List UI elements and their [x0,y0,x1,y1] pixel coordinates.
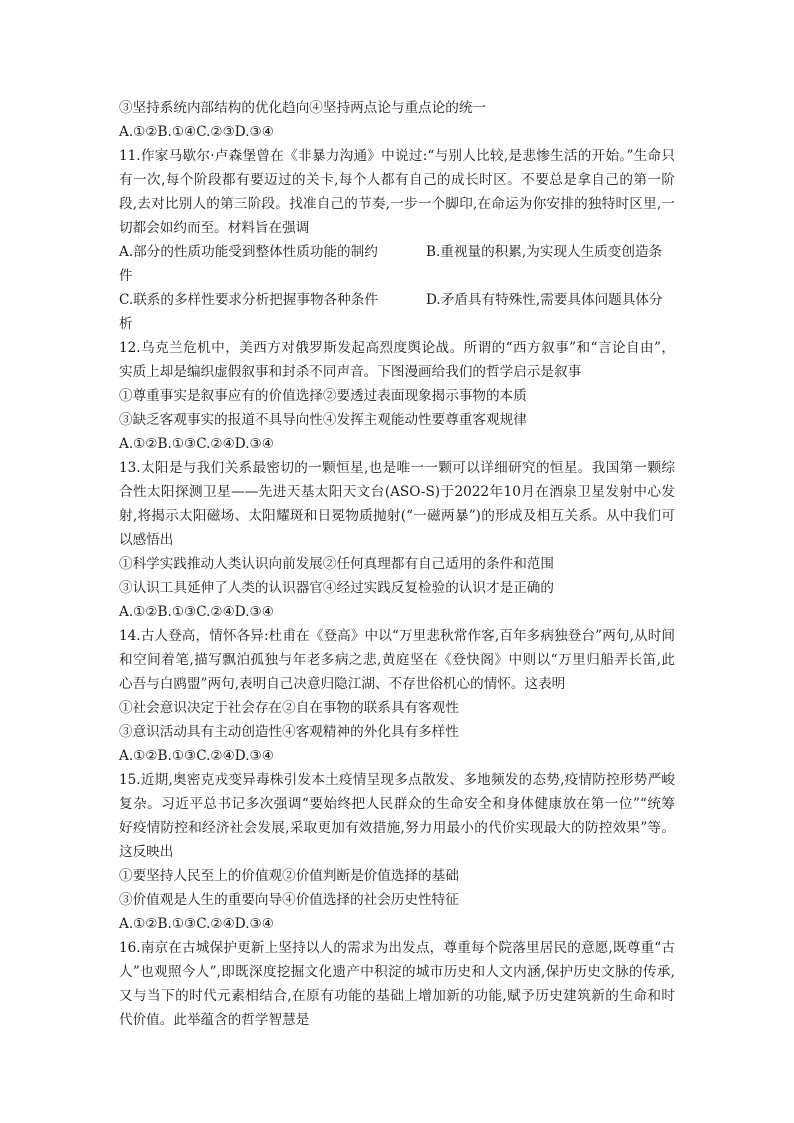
q14-option-line-3-4: ③意识活动具有主动创造性④客观精神的外化具有多样性 [119,724,459,740]
q11-stem-line-2: 有一次,每个阶段都有要迈过的关卡,每个人都有自己的成长时区。不要总是拿自己的第一阶 [119,172,675,188]
q10-answer-choices: A.①②B.①④C.②③D.③④ [119,124,274,140]
q15-stem-line-4: 这反映出 [119,844,174,860]
q16-stem-line-2: 人”也观照今人”,即既深度挖掘文化遗产中积淀的城市历史和人文内涵,保护历史文脉的传承, [119,964,675,980]
q14-stem-line-1: 14.古人登高，情怀各异:杜甫在《登高》中以“万里悲秋常作客,百年多病独登台”两句,从时间 [119,628,675,644]
q14-answer-choices: A.①②B.①③C.②④D.③④ [119,748,274,764]
q13-stem-line-3: 射,将揭示太阳磁场、太阳耀斑和日冕物质抛射(“一磁两暴”)的形成及相互关系。从中我们可 [119,508,675,524]
q13-answer-choices: A.①②B.①③C.②④D.③④ [119,604,274,620]
q15-answer-choices: A.①②B.①③C.②④D.③④ [119,916,274,932]
q13-stem-line-2: 合性太阳探测卫星——先进天基太阳天文台(ASO-S)于2022年10月在酒泉卫星发射中心发 [119,484,675,500]
q11-stem-line-1: 11.作家马歇尔·卢森堡曾在《非暴力沟通》中说过:“与别人比较,是悲惨生活的开始。”生命只 [119,148,675,164]
q13-stem-line-4: 以感悟出 [119,532,174,548]
q11-stem-line-3: 段,去对比别人的第三阶段。找准自己的节奏,一步一个脚印,在命运为你安排的独特时区里,一 [119,196,676,212]
q11-option-c: C.联系的多样性要求分析把握事物各种条件 [119,292,378,308]
q16-stem-line-3: 又与当下的时代元素相结合,在原有功能的基础上增加新的功能,赋予历史建筑新的生命和时 [119,988,675,1004]
q11-option-b: B.重视量的积累,为实现人生质变创造条 [426,244,663,260]
q12-answer-choices: A.①②B.①③C.②④D.③④ [119,436,274,452]
q15-option-line-1-2: ①要坚持人民至上的价值观②价值判断是价值选择的基础 [119,868,459,884]
q14-option-line-1-2: ①社会意识决定于社会存在②自在事物的联系具有客观性 [119,700,459,716]
q11-option-d: D.矛盾具有特殊性,需要具体问题具体分 [426,292,663,308]
q12-option-line-3-4: ③缺乏客观事实的报道不具导向性④发挥主观能动性要尊重客观规律 [119,412,527,428]
q11-option-a: A.部分的性质功能受到整体性质功能的制约 [119,244,378,260]
q13-option-line-1-2: ①科学实践推动人类认识向前发展②任何真理都有自己适用的条件和范围 [119,556,554,572]
q13-option-line-3-4: ③认识工具延伸了人类的认识器官④经过实践反复检验的认识才是正确的 [119,580,554,596]
q11-stem-line-4: 切都会如约而至。材料旨在强调 [119,220,310,236]
q13-stem-line-1: 13.太阳是与我们关系最密切的一颗恒星,也是唯一一颗可以详细研究的恒星。我国第一颗综 [119,460,675,476]
q11-option-d-wrap: 析 [119,316,133,332]
q12-stem-line-2: 实质上却是编织虚假叙事和封杀不同声音。下图漫画给我们的哲学启示是叙事 [119,364,582,380]
q15-stem-line-2: 复杂。习近平总书记多次强调“要始终把人民群众的生命安全和身体健康放在第一位”“统筹 [119,796,675,812]
q15-option-line-3-4: ③价值观是人生的重要向导④价值选择的社会历史性特征 [119,892,459,908]
q15-stem-line-1: 15.近期,奥密克戎变异毒株引发本土疫情呈现多点散发、多地频发的态势,疫情防控形势严峻 [119,772,675,788]
q16-stem-line-1: 16.南京在古城保护更新上坚持以人的需求为出发点，尊重每个院落里居民的意愿,既尊重“古 [119,940,675,956]
q14-stem-line-2: 和空间着笔,描写飘泊孤独与年老多病之悲,黄庭坚在《登快阁》中则以“万里归船弄长笛,此 [119,652,675,668]
q12-option-line-1-2: ①尊重事实是叙事应有的价值选择②要透过表面现象揭示事物的本质 [119,388,527,404]
q11-option-b-wrap: 件 [119,268,133,284]
q16-stem-line-4: 代价值。此举蕴含的哲学智慧是 [119,1012,310,1028]
q12-stem-line-1: 12.乌克兰危机中，美西方对俄罗斯发起高烈度舆论战。所谓的“西方叙事”和“言论自由”， [119,340,675,356]
q14-stem-line-3: 心吾与白鸥盟”两句,表明自己决意归隐江湖、不存世俗机心的情怀。这表明 [119,676,566,692]
q15-stem-line-3: 好疫情防控和经济社会发展,采取更加有效措施,努力用最小的代价实现最大的防控效果”等。 [119,820,675,836]
q10-option-line-3-4: ③坚持系统内部结构的优化趋向④坚持两点论与重点论的统一 [119,100,487,116]
